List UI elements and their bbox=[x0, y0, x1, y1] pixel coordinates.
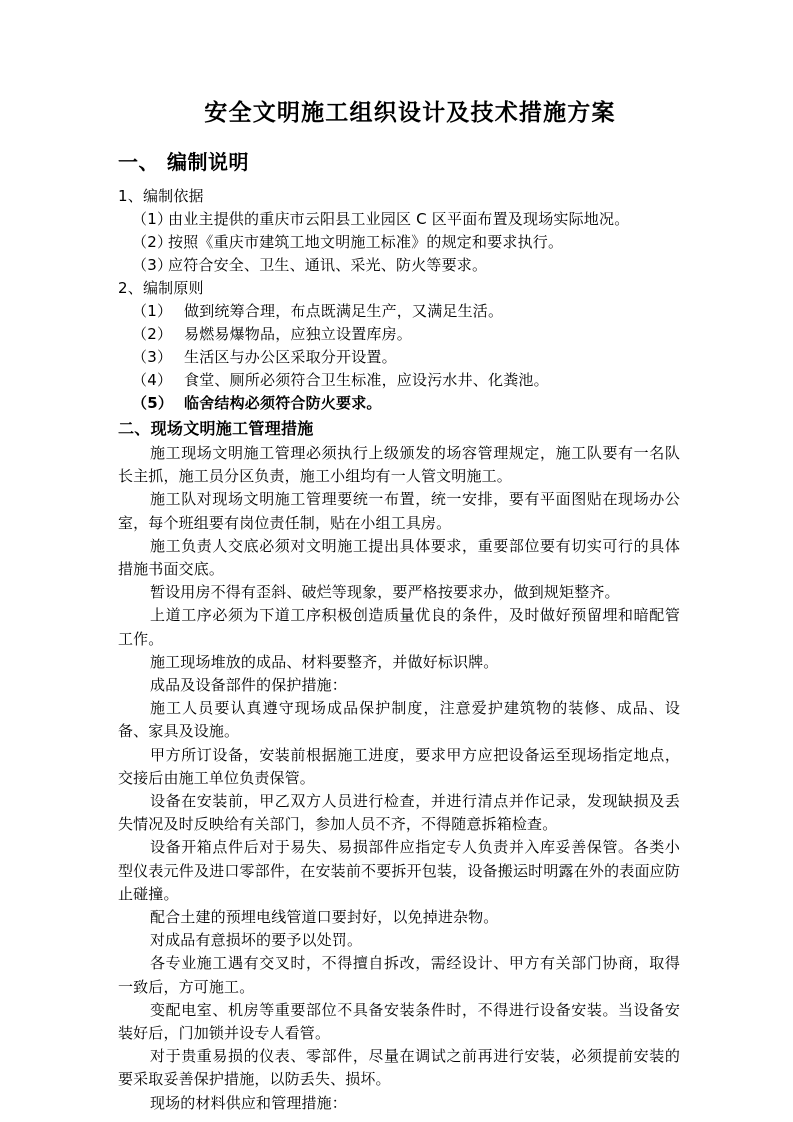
document-title: 安全文明施工组织设计及技术措施方案 bbox=[204, 99, 616, 126]
document-content bbox=[118, 96, 680, 1115]
list-marker: （3） bbox=[132, 348, 173, 366]
list-marker: （1） bbox=[132, 210, 173, 228]
list-marker: （5） bbox=[132, 394, 174, 412]
body-paragraph: 对于贵重易损的仪表、零部件，尽量在调试之前再进行安装，必须提前安装的要采取妥善保护措施，以防丢失、损坏。 bbox=[118, 1047, 680, 1089]
list-text: 按照《重庆市建筑工地文明施工标准》的规定和要求执行。 bbox=[168, 233, 564, 251]
list-text: 做到统筹合理，布点既满足生产，又满足生活。 bbox=[184, 302, 504, 320]
list-item-principle-4 bbox=[118, 369, 680, 392]
section-two-title: 现场文明施工管理措施 bbox=[150, 419, 314, 438]
list-marker: （3） bbox=[132, 256, 173, 274]
body-paragraph-material-heading: 现场的材料供应和管理措施： bbox=[150, 1093, 347, 1112]
body-paragraph: 变配电室、机房等重要部位不具备安装条件时，不得进行设备安装。当设备安装好后，门加锁并设专人看管。 bbox=[118, 1000, 680, 1043]
body-paragraph: 施工人员要认真遵守现场成品保护制度，注意爱护建筑物的装修、成品、设备、家具及设施。 bbox=[118, 699, 680, 741]
list-item-basis-1 bbox=[118, 208, 680, 231]
section-one-number: 一、 bbox=[118, 150, 159, 174]
body-paragraph: 配合土建的预埋电线管道口要封好，以免掉进杂物。 bbox=[150, 908, 499, 927]
body-paragraph: 上道工序必须为下道工序积极创造质量优良的条件，及时做好预留埋和暗配管工作。 bbox=[118, 606, 680, 648]
body-paragraph: 施工负责人交底必须对文明施工提出具体要求，重要部位要有切实可行的具体措施书面交底。 bbox=[118, 536, 680, 579]
body-paragraph: 施工现场文明施工管理必须执行上级颁发的场容管理规定，施工队要有一名队长主抓，施工员分区负责，施工小组均有一人管文明施工。 bbox=[118, 444, 680, 486]
section-two-number: 二、 bbox=[118, 419, 151, 438]
list-text: 食堂、厕所必须符合卫生标准，应设污水井、化粪池。 bbox=[184, 371, 549, 389]
section-one-title: 编制说明 bbox=[167, 150, 249, 174]
body-paragraph: 各专业施工遇有交叉时，不得擅自拆改，需经设计、甲方有关部门协商，取得一致后，方可施工。 bbox=[118, 954, 680, 996]
body-paragraph: 甲方所订设备，安装前根据施工进度，要求甲方应把设备运至现场指定地点，交接后由施工单位负责保管。 bbox=[118, 745, 680, 787]
list-item-basis-3 bbox=[118, 254, 680, 277]
section-heading-one bbox=[118, 148, 680, 176]
list-marker: （4） bbox=[132, 371, 173, 389]
body-paragraph: 施工队对现场文明施工管理要统一布置，统一安排，要有平面图贴在现场办公室，每个班组要有岗位责任制，贴在小组工具房。 bbox=[118, 490, 680, 532]
list-text: 易燃易爆物品，应独立设置库房。 bbox=[184, 325, 413, 343]
list-text: 生活区与办公区采取分开设置。 bbox=[184, 348, 397, 366]
list-label-principles: 2、编制原则 bbox=[118, 279, 204, 297]
list-label-basis: 1、编制依据 bbox=[118, 187, 204, 205]
list-item-principle-1 bbox=[118, 300, 680, 323]
list-item-principle-2 bbox=[118, 323, 680, 346]
section-heading-two bbox=[118, 417, 680, 441]
list-marker: （2） bbox=[132, 325, 173, 343]
body-paragraph: 暂设用房不得有歪斜、破烂等现象，要严格按要求办，做到规矩整齐。 bbox=[150, 583, 620, 602]
list-text: 应符合安全、卫生、通讯、采光、防火等要求。 bbox=[168, 256, 488, 274]
list-marker: （2） bbox=[132, 233, 173, 251]
body-paragraph-protection-heading: 成品及设备部件的保护措施： bbox=[150, 676, 347, 695]
body-paragraph: 对成品有意损坏的要予以处罚。 bbox=[150, 931, 363, 950]
list-text: 由业主提供的重庆市云阳县工业园区 C 区平面布置及现场实际地况。 bbox=[168, 210, 630, 228]
list-item-principle-3 bbox=[118, 346, 680, 369]
body-paragraph: 施工现场堆放的成品、材料要整齐，并做好标识牌。 bbox=[150, 652, 499, 671]
list-item-principle-5 bbox=[118, 392, 680, 415]
list-marker: （1） bbox=[132, 302, 173, 320]
list-text: 临舍结构必须符合防火要求。 bbox=[184, 394, 382, 412]
body-paragraph: 设备开箱点件后对于易失、易损部件应指定专人负责并入库妥善保管。各类小型仪表元件及进口零部件，在安装前不要拆开包装，设备搬运时明露在外的表面应防止碰撞。 bbox=[118, 838, 680, 903]
body-paragraph: 设备在安装前，甲乙双方人员进行检查，并进行清点并作记录，发现缺损及丢失情况及时反映给有关部门，参加人员不齐，不得随意拆箱检查。 bbox=[118, 792, 680, 834]
list-item-basis-2 bbox=[118, 231, 680, 254]
